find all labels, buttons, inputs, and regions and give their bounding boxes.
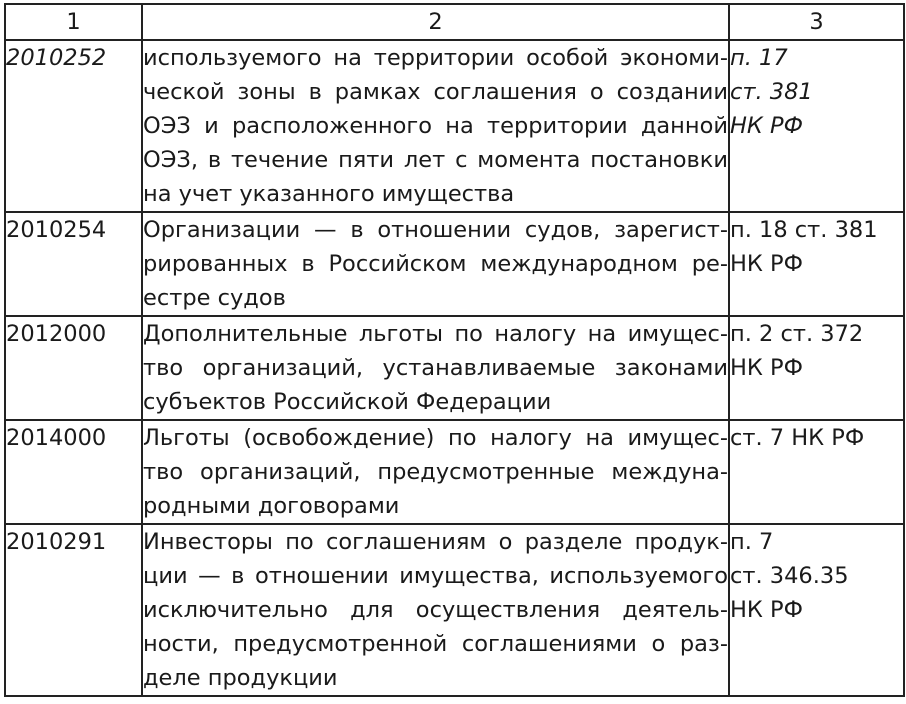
- legal-reference: [729, 40, 904, 212]
- benefit-code: 2014000: [5, 420, 142, 524]
- description-line: родными договорами: [143, 493, 400, 519]
- description-line: используемого на территории особой экономи-: [143, 45, 728, 71]
- description-line: Организации — в отношении судов, зарегист-: [143, 217, 728, 243]
- reference-line: п. 17: [730, 45, 788, 71]
- column-header-2: 2: [142, 4, 729, 40]
- benefit-code: 2012000: [5, 316, 142, 420]
- description-line: Льготы (освобождение) по налогу на имущес-: [143, 425, 728, 451]
- reference-line: п. 7: [730, 529, 774, 555]
- description-line: субъектов Российской Федерации: [143, 389, 552, 415]
- reference-line: НК РФ: [730, 251, 803, 277]
- description-line: рированных в Российском международном ре-: [143, 251, 728, 277]
- legal-reference: [729, 420, 904, 524]
- reference-line: НК РФ: [730, 113, 803, 139]
- benefit-description: [142, 316, 729, 420]
- table-row: [5, 524, 904, 696]
- description-line: ческой зоны в рамках соглашения о создании: [143, 79, 728, 105]
- column-header-3: 3: [729, 4, 904, 40]
- reference-line: НК РФ: [730, 355, 803, 381]
- table-row: [5, 212, 904, 316]
- description-line: на учет указанного имущества: [143, 181, 515, 207]
- reference-line: ст. 381: [730, 79, 813, 105]
- benefit-code: 2010291: [5, 524, 142, 696]
- description-line: Инвесторы по соглашениям о разделе продук-: [143, 529, 728, 555]
- description-line: естре судов: [143, 285, 286, 311]
- legal-reference: [729, 316, 904, 420]
- benefit-code: 2010252: [5, 40, 142, 212]
- table-row: [5, 420, 904, 524]
- reference-line: п. 2 ст. 372: [730, 321, 864, 347]
- description-line: тво организаций, устанавливаемые законами: [143, 355, 728, 381]
- description-line: ОЭЗ, в течение пяти лет с момента постановки: [143, 147, 728, 173]
- benefit-description: [142, 212, 729, 316]
- reference-line: п. 18 ст. 381: [730, 217, 878, 243]
- description-line: исключительно для осуществления деятель-: [143, 597, 728, 623]
- description-line: Дополнительные льготы по налогу на имущес-: [143, 321, 728, 347]
- table-body: [5, 40, 904, 696]
- benefit-description: [142, 420, 729, 524]
- benefit-description: [142, 524, 729, 696]
- benefit-code: 2010254: [5, 212, 142, 316]
- table-row: [5, 40, 904, 212]
- description-line: ОЭЗ и расположенного на территории данной: [143, 113, 728, 139]
- benefit-description: [142, 40, 729, 212]
- reference-line: НК РФ: [730, 597, 803, 623]
- reference-line: ст. 346.35: [730, 563, 849, 589]
- header-row: [5, 4, 904, 40]
- tax-benefits-table: [4, 3, 905, 697]
- description-line: тво организаций, предусмотренные междуна-: [143, 459, 728, 485]
- reference-line: ст. 7 НК РФ: [730, 425, 865, 451]
- column-header-1: 1: [5, 4, 142, 40]
- description-line: ности, предусмотренной соглашениями о раз-: [143, 631, 728, 657]
- table-row: [5, 316, 904, 420]
- description-line: деле продукции: [143, 665, 338, 691]
- legal-reference: [729, 524, 904, 696]
- description-line: ции — в отношении имущества, используемого: [143, 563, 728, 589]
- legal-reference: [729, 212, 904, 316]
